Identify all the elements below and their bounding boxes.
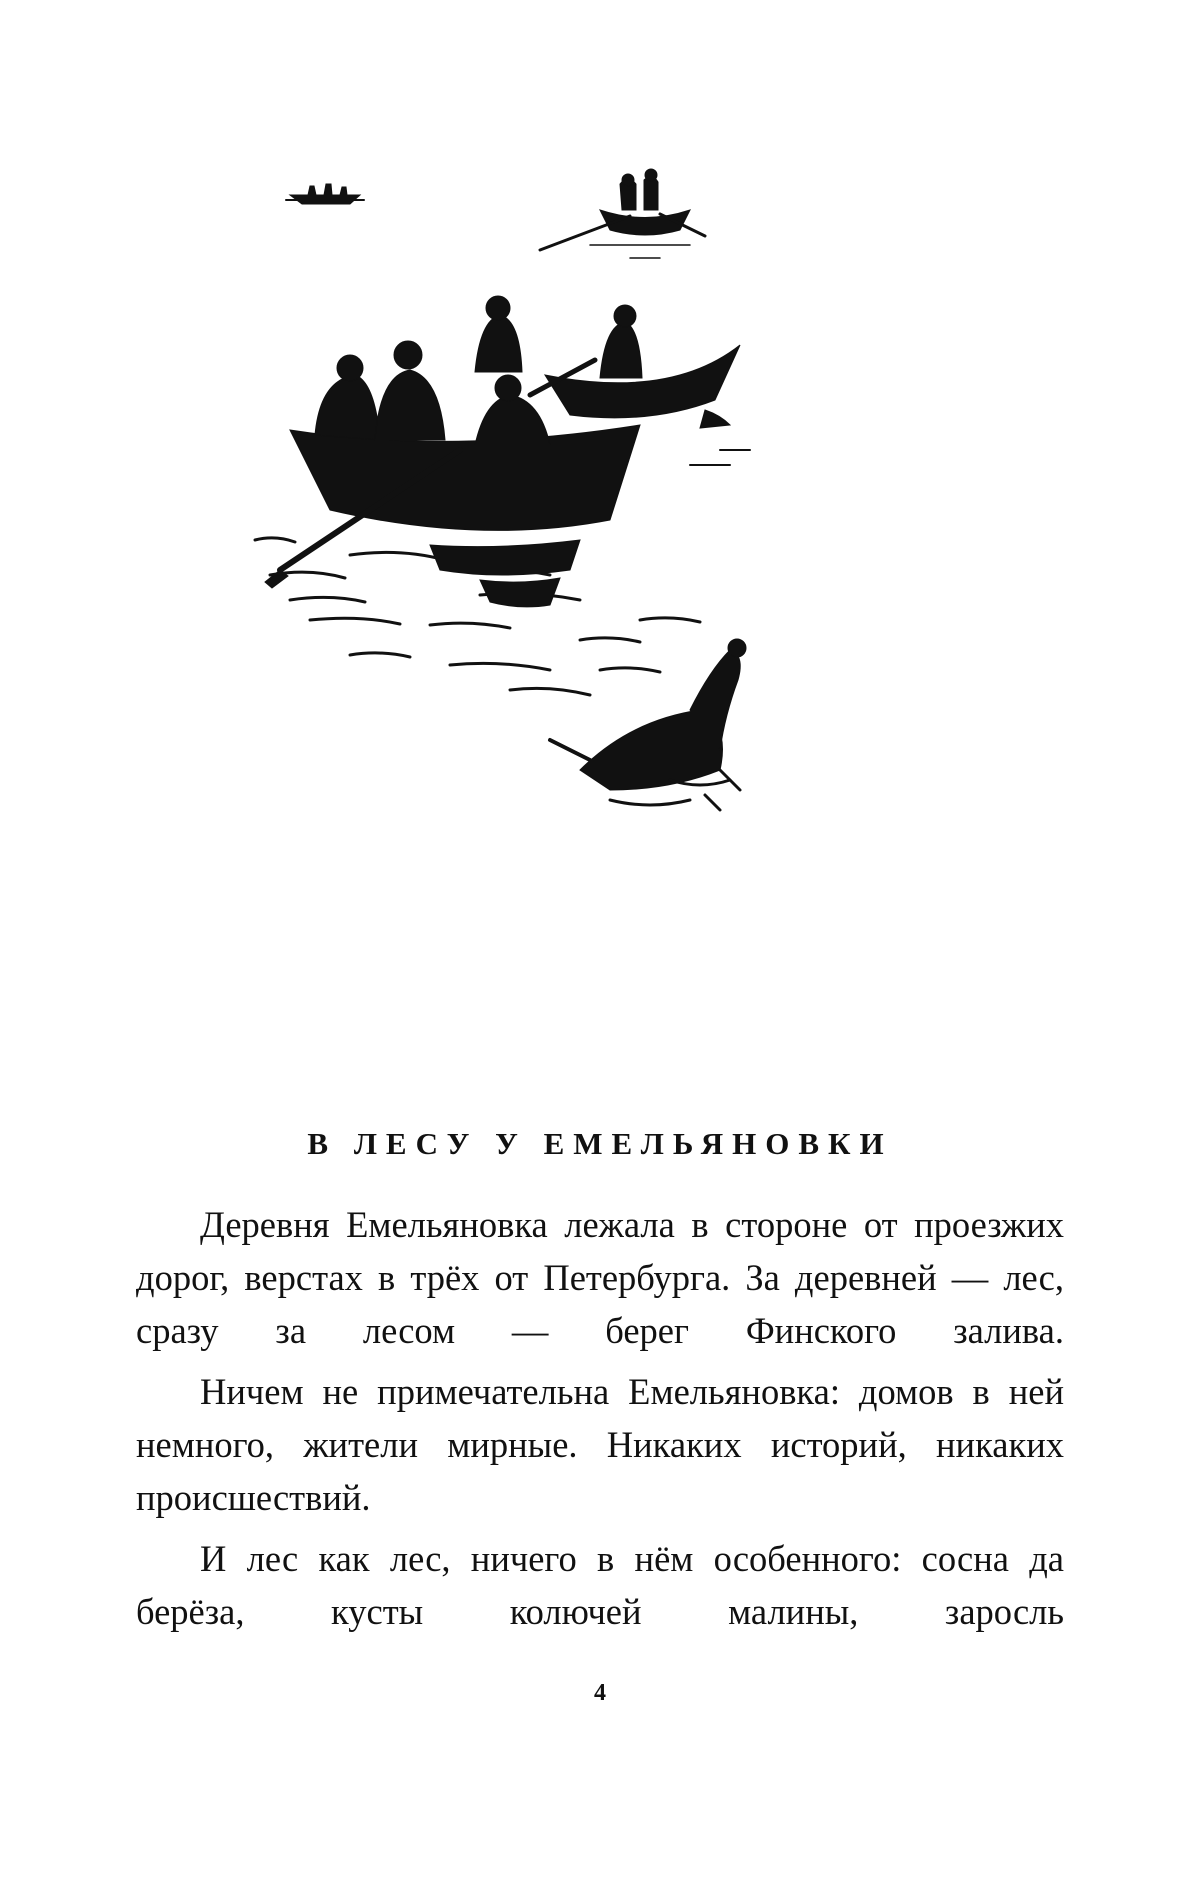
swimmer-figure-icon	[550, 639, 746, 810]
body-text	[136, 1198, 1064, 1646]
distant-boat-right-icon	[540, 169, 705, 258]
chapter-title: В ЛЕСУ У ЕМЕЛЬЯНОВКИ	[307, 1126, 893, 1161]
page-number: 4	[594, 1680, 606, 1706]
paragraph: Деревня Емельяновка лежала в стороне от проезжих дорог, верстах в трёх от Петербурга. За деревней — лес, сразу за лесом — берег Финского залива.	[136, 1204, 1064, 1351]
paragraph: Ничем не примечательна Емельяновка: домов в ней немного, жители мирные. Никаких историй, никаких происшествий.	[136, 1371, 1064, 1518]
distant-boat-left-icon	[286, 184, 364, 204]
boats-on-water-illustration	[250, 150, 930, 940]
paragraph: И лес как лес, ничего в нём особенного: сосна да берёза, кусты колючей малины, заросль	[136, 1538, 1064, 1632]
